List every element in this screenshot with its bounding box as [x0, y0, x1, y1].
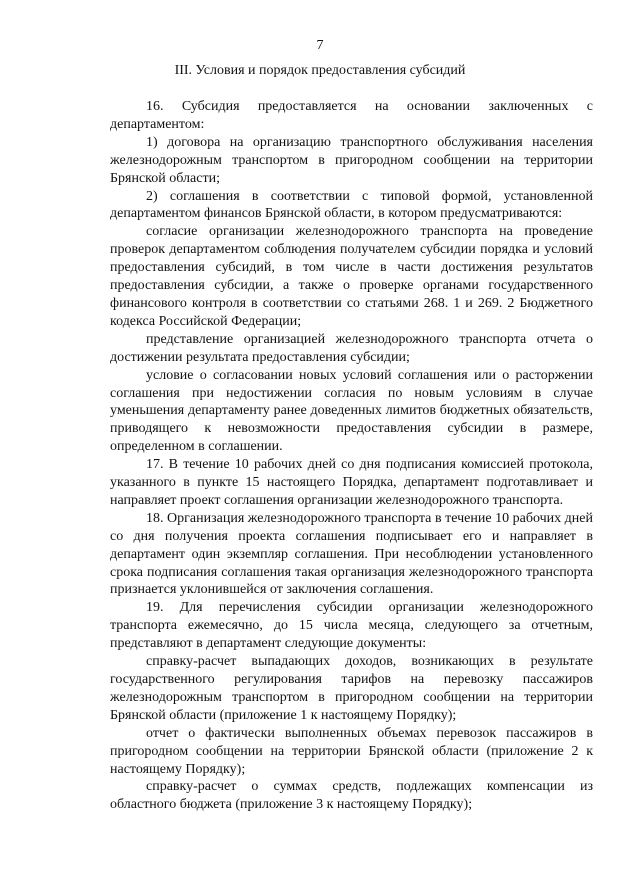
paragraph-18: 18. Организация железнодорожного транспорта в течение 10 рабочих дней со дня получения проекта соглашения подписывает его и направляет в департамент один экземпляр соглашения. При несоблюдении установленного срока подписания соглашения такая организация железнодорожного транспорта признается уклонившейся от заключения соглашения. — [110, 510, 593, 598]
paragraph-consent-inspections: согласие организации железнодорожного транспорта на проведение проверок департаментом соблюдения получателем субсидии порядка и условий предоставления субсидий, в том числе в части достижения результатов предоставления субсидии, а также о проверке органами государственного финансового контроля в соответствии со статьями 268. 1 и 269. 2 Бюджетного кодекса Российской Федерации; — [110, 224, 593, 329]
paragraph-16-item-2: 2) соглашения в соответствии с типовой формой, установленной департаментом финансов Брянской области, в котором предусматриваются: — [110, 188, 593, 222]
document-body — [110, 98, 593, 814]
paragraph-17: 17. В течение 10 рабочих дней со дня подписания комиссией протокола, указанного в пункте 15 настоящего Порядка, департамент подготавливает и направляет проект соглашения организации железнодорожного транспорта. — [110, 457, 593, 508]
paragraph-19-item-lost-revenue: справку-расчет выпадающих доходов, возникающих в результате государственного регулирования тарифов на перевозку пассажиров железнодорожным транспортом в пригородном сообщении на территории Брянской области (приложение 1 к настоящему Порядку); — [110, 654, 593, 723]
section-title: III. Условия и порядок предоставления субсидий — [174, 63, 466, 78]
paragraph-19-item-volume-report: отчет о фактически выполненных объемах перевозок пассажиров в пригородном сообщении на территории Брянской области (приложение 2 к настоящему Порядку); — [110, 725, 593, 777]
paragraph-19: 19. Для перечисления субсидии организации железнодорожного транспорта ежемесячно, до 15 числа месяца, следующего за отчетным, представляют в департамент следующие документы: — [110, 600, 593, 652]
paragraph-16: 16. Субсидия предоставляется на основании заключенных с департаментом: — [110, 99, 593, 132]
paragraph-19-item-compensation: справку-расчет о суммах средств, подлежащих компенсации из областного бюджета (приложение 3 к настоящему Порядку); — [110, 779, 593, 813]
page-number: 7 — [316, 38, 324, 53]
paragraph-new-conditions: условие о согласовании новых условий соглашения или о расторжении соглашения при недостижении согласия по новым условиям в случае уменьшения департаменту ранее доведенных лимитов бюджетных обязательств, приводящего к невозможности предоставления субсидии в размере, определенном в соглашении. — [110, 367, 593, 455]
paragraph-report-submission: представление организацией железнодорожного транспорта отчета о достижении результата предоставления субсидии; — [110, 331, 593, 365]
paragraph-16-item-1: 1) договора на организацию транспортного обслуживания населения железнодорожным транспортом в пригородном сообщении на территории Брянской области; — [110, 134, 593, 186]
